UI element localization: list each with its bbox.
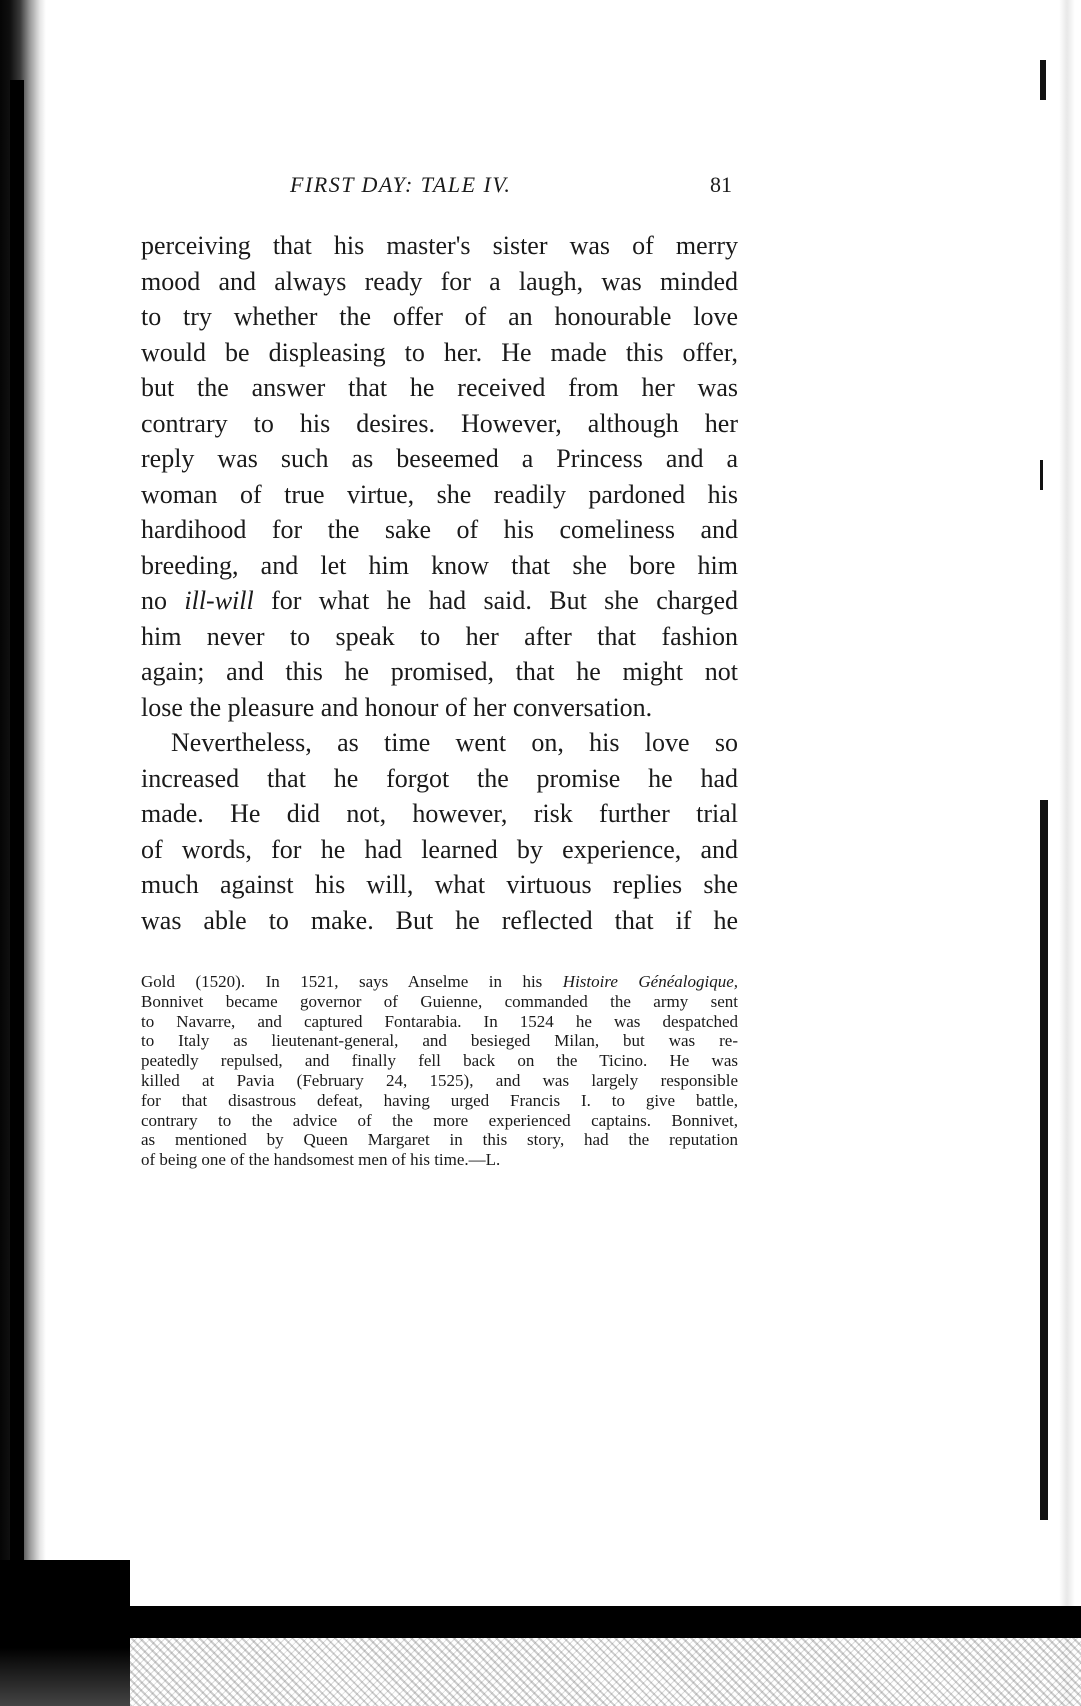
footnote-line: for that disastrous defeat, having urged Francis I. to give battle, (141, 1090, 738, 1110)
text-line: again; and this he promised, that he might not (141, 657, 738, 686)
footnote-line: contrary to the advice of the more experienced captains. Bonnivet, (141, 1110, 738, 1130)
scan-bottom-band (0, 1606, 1081, 1638)
text-line: increased that he forgot the promise he had (141, 763, 738, 793)
scan-right-mark (1040, 60, 1046, 100)
footnote-line (141, 972, 738, 992)
text-line: perceiving that his master's sister was of merry (141, 231, 738, 260)
running-head: FIRST DAY: TALE IV. (290, 172, 512, 197)
text-line: would be displeasing to her. He made this offer, (141, 337, 738, 367)
text-line: but the answer that he received from her was (141, 373, 738, 402)
text-segment: no (141, 586, 185, 615)
text-line: lose the pleasure and honour of her conversation. (141, 692, 653, 722)
text-line: mood and always ready for a laugh, was minded (141, 266, 738, 296)
scan-right-mark (1040, 460, 1043, 490)
footnote-line: Bonnivet became governor of Guienne, commanded the army sent (141, 991, 738, 1011)
scan-bottom-speckle (130, 1638, 1081, 1706)
page-number: 81 (710, 172, 732, 197)
body-text (141, 228, 738, 938)
text-line: contrary to his desires. However, although her (141, 408, 738, 438)
text-line: of words, for he had learned by experience, and (141, 834, 738, 864)
text-line (141, 583, 738, 619)
footnote-line: to Navarre, and captured Fontarabia. In 1524 he was despatched (141, 1011, 738, 1031)
italic-title: Histoire Généalogique, (562, 972, 738, 991)
footnote-line: killed at Pavia (February 24, 1525), and was largely responsible (141, 1070, 738, 1090)
scan-right-mark (1040, 800, 1048, 1520)
text-line: breeding, and let him know that she bore him (141, 550, 738, 580)
text-line: much against his will, what virtuous replies she (141, 870, 738, 899)
italic-phrase: ill-will (184, 586, 254, 615)
text-segment: Gold (1520). In 1521, says Anselme in his (141, 972, 563, 991)
text-segment: for what he had said. But she charged (253, 586, 738, 615)
scan-binding-shadow (10, 80, 24, 1560)
text-line: him never to speak to her after that fashion (141, 621, 738, 651)
footnote-line: peatedly repulsed, and finally fell back on the Ticino. He was (141, 1051, 738, 1071)
footnote-line: of being one of the handsomest men of his time.—L. (141, 1150, 501, 1170)
text-line: to try whether the offer of an honourable love (141, 302, 738, 331)
footnote-line: to Italy as lieutenant-general, and besieged Milan, but was re- (141, 1031, 738, 1051)
footnote-line: as mentioned by Queen Margaret in this story, had the reputation (141, 1130, 738, 1150)
footnote (141, 972, 738, 1170)
text-line: hardihood for the sake of his comeliness and (141, 515, 738, 544)
text-line: made. He did not, however, risk further trial (141, 799, 738, 828)
text-line: reply was such as beseemed a Princess and a (141, 444, 738, 473)
text-line: woman of true virtue, she readily pardoned his (141, 479, 738, 509)
text-line: was able to make. But he reflected that if he (141, 905, 738, 935)
text-line: Nevertheless, as time went on, his love so (171, 728, 738, 757)
